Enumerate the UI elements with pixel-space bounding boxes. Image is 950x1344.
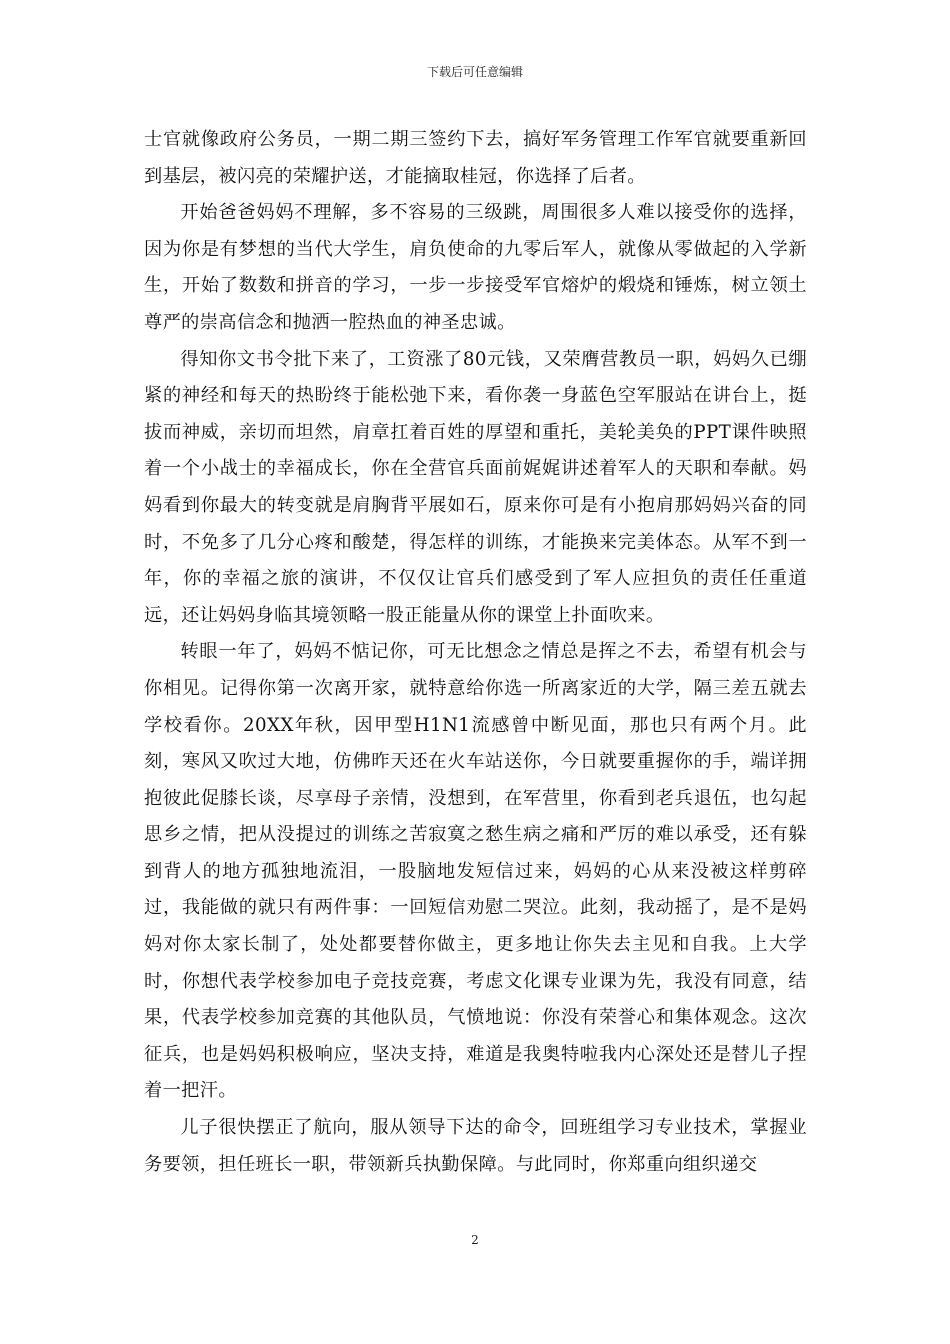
page-header: 下载后可任意编辑 <box>426 65 523 79</box>
document-body <box>144 122 807 1183</box>
paragraph-1: 士官就像政府公务员，一期二期三签约下去，搞好军务管理工作军官就要重新回到基层，被闪亮的荣耀护送，才能摘取桂冠，你选择了后者。 <box>144 129 807 187</box>
paragraph-3: 得知你文书令批下来了，工资涨了80元钱，又荣膺营教员一职，妈妈久已绷紧的神经和每天的热盼终于能松弛下来，看你袭一身蓝色空军服站在讲台上，挺拔而神威，亲切而坦然，肩章扛着百姓的厚望和重托，美轮美奂的PPT课件映照着一个小战士的幸福成长，你在全营官兵面前娓娓讲述着军人的天职和奉献。妈妈看到你最大的转变就是肩胸背平展如石，原来你可是有小抱肩那妈妈兴奋的同时，不免多了几分心疼和酸楚，得怎样的训练，才能换来完美体态。从军不到一年，你的幸福之旅的演讲，不仅仅让官兵们感受到了军人应担负的责任任重道远，还让妈妈身临其境领略一股正能量从你的课堂上扑面吹来。 <box>144 348 807 626</box>
page-number: 2 <box>471 1233 479 1247</box>
paragraph-2: 开始爸爸妈妈不理解，多不容易的三级跳，周围很多人难以接受你的选择，因为你是有梦想的当代大学生，肩负使命的九零后军人，就像从零做起的入学新生，开始了数数和拼音的学习，一步一步接受军官熔炉的煅烧和锤炼，树立领土尊严的崇高信念和抛洒一腔热血的神圣忠诚。 <box>144 202 807 333</box>
paragraph-4: 转眼一年了，妈妈不惦记你，可无比想念之情总是挥之不去，希望有机会与你相见。记得你第一次离开家，就特意给你选一所离家近的大学，隔三差五就去学校看你。20XX年秋，因甲型H1N1流感曾中断见面，那也只有两个月。此刻，寒风又吹过大地，仿佛昨天还在火车站送你，今日就要重握你的手，端详拥抱彼此促膝长谈，尽享母子亲情，没想到，在军营里，你看到老兵退伍，也勾起思乡之情，把从没提过的训练之苦寂寞之愁生病之痛和严厉的难以承受，还有躲到背人的地方孤独地流泪，一股脑地发短信过来，妈妈的心从来没被这样剪碎过，我能做的就只有两件事：一回短信劝慰二哭泣。此刻，我动摇了，是不是妈妈对你太家长制了，处处都要替你做主，更多地让你失去主见和自我。上大学时，你想代表学校参加电子竞技竞赛，考虑文化课专业课为先，我没有同意，结果，代表学校参加竞赛的其他队员，气愤地说：你没有荣誉心和集体观念。这次征兵，也是妈妈积极响应，坚决支持，难道是我奥特啦我内心深处还是替儿子捏着一把汗。 <box>144 641 807 1102</box>
paragraph-5: 儿子很快摆正了航向，服从领导下达的命令，回班组学习专业技术，掌握业务要领，担任班长一职，带领新兵执勤保障。与此同时，你郑重向组织递交 <box>144 1117 807 1175</box>
